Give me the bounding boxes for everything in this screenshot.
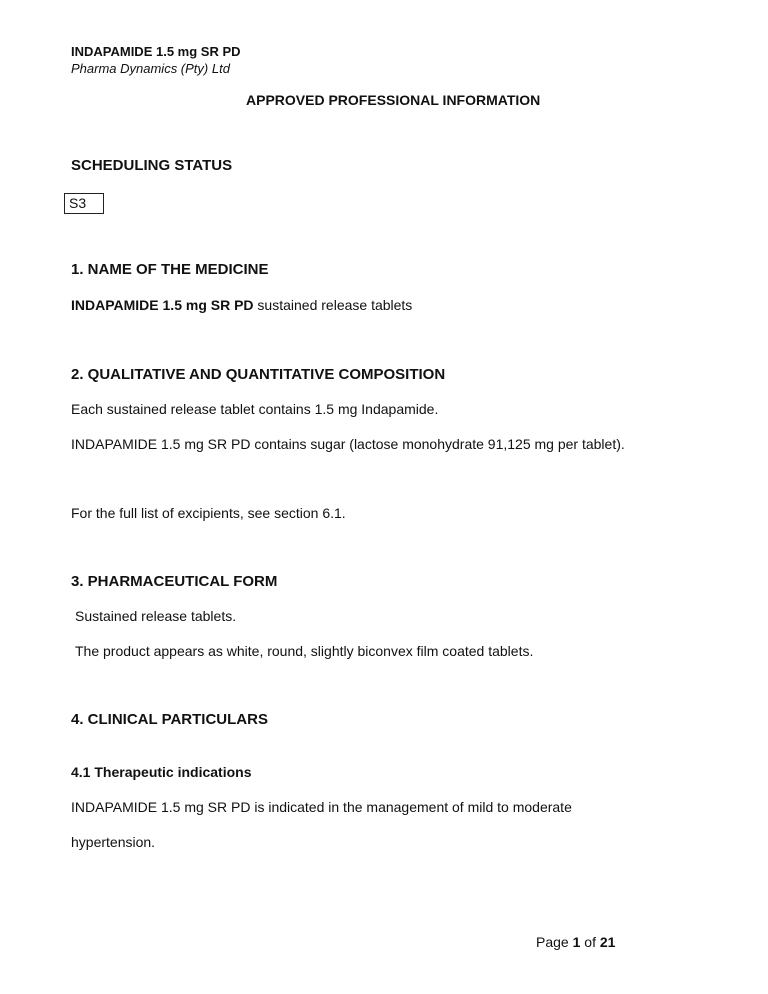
- medicine-form: sustained release tablets: [253, 297, 413, 313]
- document-title: APPROVED PROFESSIONAL INFORMATION: [246, 92, 541, 108]
- section2-line3: For the full list of excipients, see section 6.1.: [71, 505, 346, 521]
- page-number: [536, 934, 615, 950]
- section4-line2: hypertension.: [71, 834, 156, 850]
- section4-1-heading: 4.1 Therapeutic indications: [71, 764, 252, 780]
- page-of-label: of: [580, 934, 600, 950]
- section1-heading: 1. NAME OF THE MEDICINE: [71, 261, 269, 278]
- page-current: 1: [572, 934, 581, 950]
- page-total: 21: [599, 934, 616, 950]
- section3-heading: 3. PHARMACEUTICAL FORM: [71, 573, 278, 590]
- section2-heading: 2. QUALITATIVE AND QUANTITATIVE COMPOSITION: [71, 366, 446, 383]
- scheduling-heading: SCHEDULING STATUS: [71, 157, 233, 174]
- section4-line1: INDAPAMIDE 1.5 mg SR PD is indicated in the management of mild to moderate: [71, 799, 572, 815]
- medicine-name: INDAPAMIDE 1.5 mg SR PD: [71, 297, 254, 313]
- header-product: INDAPAMIDE 1.5 mg SR PD: [71, 44, 241, 59]
- section1-text: [71, 297, 412, 313]
- section2-line1: Each sustained release tablet contains 1.5 mg Indapamide.: [71, 401, 439, 417]
- section4-heading: 4. CLINICAL PARTICULARS: [71, 711, 268, 728]
- section3-line2: The product appears as white, round, slightly biconvex film coated tablets.: [75, 643, 534, 659]
- page-label: Page: [536, 934, 573, 950]
- section2-line2: INDAPAMIDE 1.5 mg SR PD contains sugar (lactose monohydrate 91,125 mg per tablet).: [71, 436, 625, 452]
- header-company: Pharma Dynamics (Pty) Ltd: [71, 61, 230, 76]
- scheduling-status-box: S3: [64, 193, 104, 214]
- section3-line1: Sustained release tablets.: [75, 608, 237, 624]
